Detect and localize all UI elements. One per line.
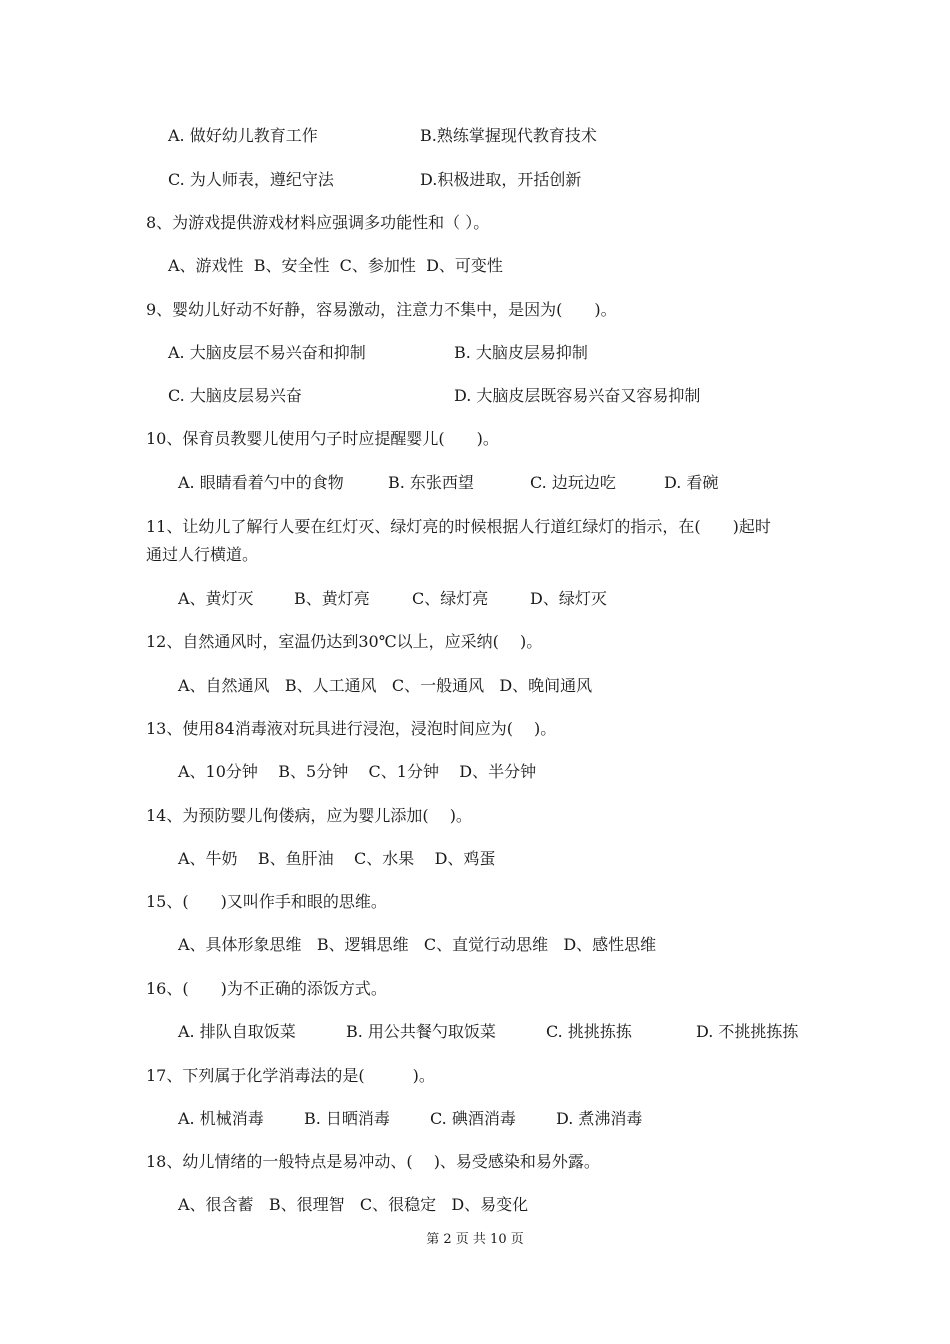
q17-stem: 17、下列属于化学消毒法的是( )。	[146, 1066, 435, 1085]
q11-option-a: A、黄灯灭	[178, 589, 254, 608]
q17-option-c: C. 碘酒消毒	[430, 1109, 516, 1128]
q13-options: A、10分钟 B、5分钟 C、1分钟 D、半分钟	[178, 762, 537, 781]
q11-option-b: B、黄灯亮	[294, 589, 370, 608]
q16-option-d: D. 不挑挑拣拣	[696, 1022, 799, 1041]
q14-options: A、牛奶 B、鱼肝油 C、水果 D、鸡蛋	[178, 849, 496, 868]
q10-option-c: C. 边玩边吃	[530, 473, 616, 492]
q13-stem: 13、使用84消毒液对玩具进行浸泡，浸泡时间应为( )。	[146, 719, 557, 738]
q14-stem: 14、为预防婴儿佝偻病，应为婴儿添加( )。	[146, 806, 472, 825]
q10-stem: 10、保育员教婴儿使用勺子时应提醒婴儿( )。	[146, 429, 499, 448]
q9-option-a: A. 大脑皮层不易兴奋和抑制	[168, 343, 366, 362]
q8-options: A、游戏性 B、安全性 C、参加性 D、可变性	[168, 256, 503, 275]
q17-option-b: B. 日晒消毒	[304, 1109, 390, 1128]
q10-option-b: B. 东张西望	[388, 473, 474, 492]
q9-option-b: B. 大脑皮层易抑制	[454, 343, 588, 362]
q11-stem-line2: 通过人行横道。	[146, 545, 259, 564]
q18-stem: 18、幼儿情绪的一般特点是易冲动、( )、易受感染和易外露。	[146, 1152, 600, 1171]
q17-option-d: D. 煮沸消毒	[556, 1109, 643, 1128]
q16-option-c: C. 挑挑拣拣	[546, 1022, 632, 1041]
q11-option-c: C、绿灯亮	[412, 589, 489, 608]
q9-stem: 9、婴幼儿好动不好静，容易激动，注意力不集中，是因为( )。	[146, 300, 617, 319]
q7-option-d: D.积极进取，开括创新	[420, 170, 582, 189]
q8-stem: 8、为游戏提供游戏材料应强调多功能性和（ ）。	[146, 213, 490, 232]
q10-option-d: D. 看碗	[664, 473, 719, 492]
q10-option-a: A. 眼睛看着勺中的食物	[178, 473, 344, 492]
q9-option-d: D. 大脑皮层既容易兴奋又容易抑制	[454, 386, 701, 405]
q11-option-d: D、绿灯灭	[530, 589, 607, 608]
page-number-footer: 第 2 页 共 10 页	[426, 1232, 524, 1247]
q16-option-a: A. 排队自取饭菜	[178, 1022, 296, 1041]
q12-stem: 12、自然通风时，室温仍达到30℃以上，应采纳( )。	[146, 632, 543, 651]
q16-stem: 16、( )为不正确的添饭方式。	[146, 979, 387, 998]
q15-options: A、具体形象思维 B、逻辑思维 C、直觉行动思维 D、感性思维	[178, 935, 657, 954]
q17-option-a: A. 机械消毒	[178, 1109, 264, 1128]
q9-option-c: C. 大脑皮层易兴奋	[168, 386, 302, 405]
q7-option-a: A. 做好幼儿教育工作	[168, 126, 318, 145]
q7-option-c: C. 为人师表，遵纪守法	[168, 170, 334, 189]
q15-stem: 15、( )又叫作手和眼的思维。	[146, 892, 387, 911]
q16-option-b: B. 用公共餐勺取饭菜	[346, 1022, 496, 1041]
q7-option-b: B.熟练掌握现代教育技术	[420, 126, 597, 145]
q18-options: A、很含蓄 B、很理智 C、很稳定 D、易变化	[178, 1195, 529, 1214]
q11-stem-line1: 11、让幼儿了解行人要在红灯灭、绿灯亮的时候根据人行道红绿灯的指示，在( )起时	[146, 517, 771, 536]
q12-options: A、自然通风 B、人工通风 C、一般通风 D、晚间通风	[178, 676, 593, 695]
